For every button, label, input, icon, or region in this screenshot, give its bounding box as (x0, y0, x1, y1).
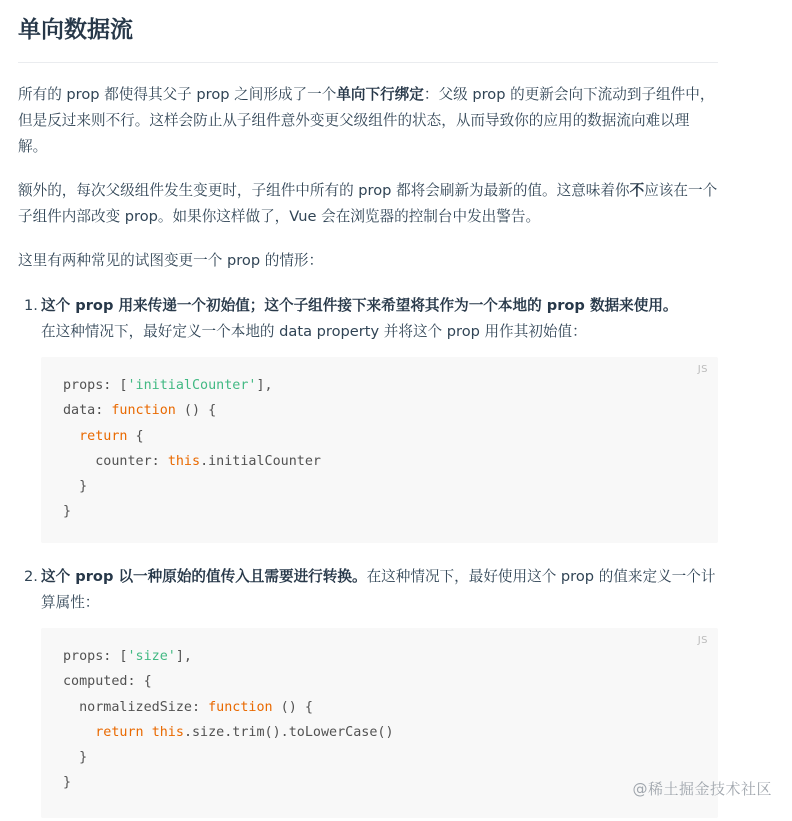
bold-one-way-binding: 单向下行绑定 (336, 86, 424, 103)
paragraph-one-way-binding: 所有的 prop 都使得其父子 prop 之间形成了一个单向下行绑定：父级 prop 的更新会向下流动到子组件中，但是反过来则不行。这样会防止从子组件意外变更父级组件的状态，从而导致你的应用的数据流向难以理解。 (18, 86, 715, 155)
code-language-label: JS (697, 635, 708, 646)
code-block (41, 357, 718, 543)
list-item-text: 这个 prop 用来传递一个初始值；这个子组件接下来希望将其作为一个本地的 prop 数据来使用。 在这种情况下，最好定义一个本地的 data property 并将这个 prop 用作其初始值： (41, 297, 678, 340)
section-heading: 单向数据流 (18, 17, 133, 43)
list-number: 1. (24, 297, 38, 314)
watermark: @稀土掘金技术社区 (632, 780, 772, 798)
code-content: props: ['size'], computed: { normalizedSize: function () { return this.size.trim().toLowerCase() } } (63, 649, 394, 791)
list-item-text: 这个 prop 以一种原始的值传入且需要进行转换。在这种情况下，最好使用这个 prop 的值来定义一个计算属性： (41, 568, 716, 611)
code-content: props: ['initialCounter'], data: function () { return { counter: this.initialCounter } } (63, 378, 321, 520)
paragraph-refresh: 额外的，每次父级组件发生变更时，子组件中所有的 prop 都将会刷新为最新的值。这意味着你不应该在一个子组件内部改变 prop。如果你这样做了，Vue 会在浏览器的控制台中发出警告。 (18, 182, 718, 225)
list-number: 2. (24, 568, 38, 585)
paragraph-two-cases: 这里有两种常见的试图变更一个 prop 的情形： (18, 252, 324, 269)
code-language-label: JS (697, 364, 708, 375)
code-block (41, 628, 718, 818)
heading-divider (18, 62, 718, 63)
bold-not: 不 (629, 182, 645, 199)
